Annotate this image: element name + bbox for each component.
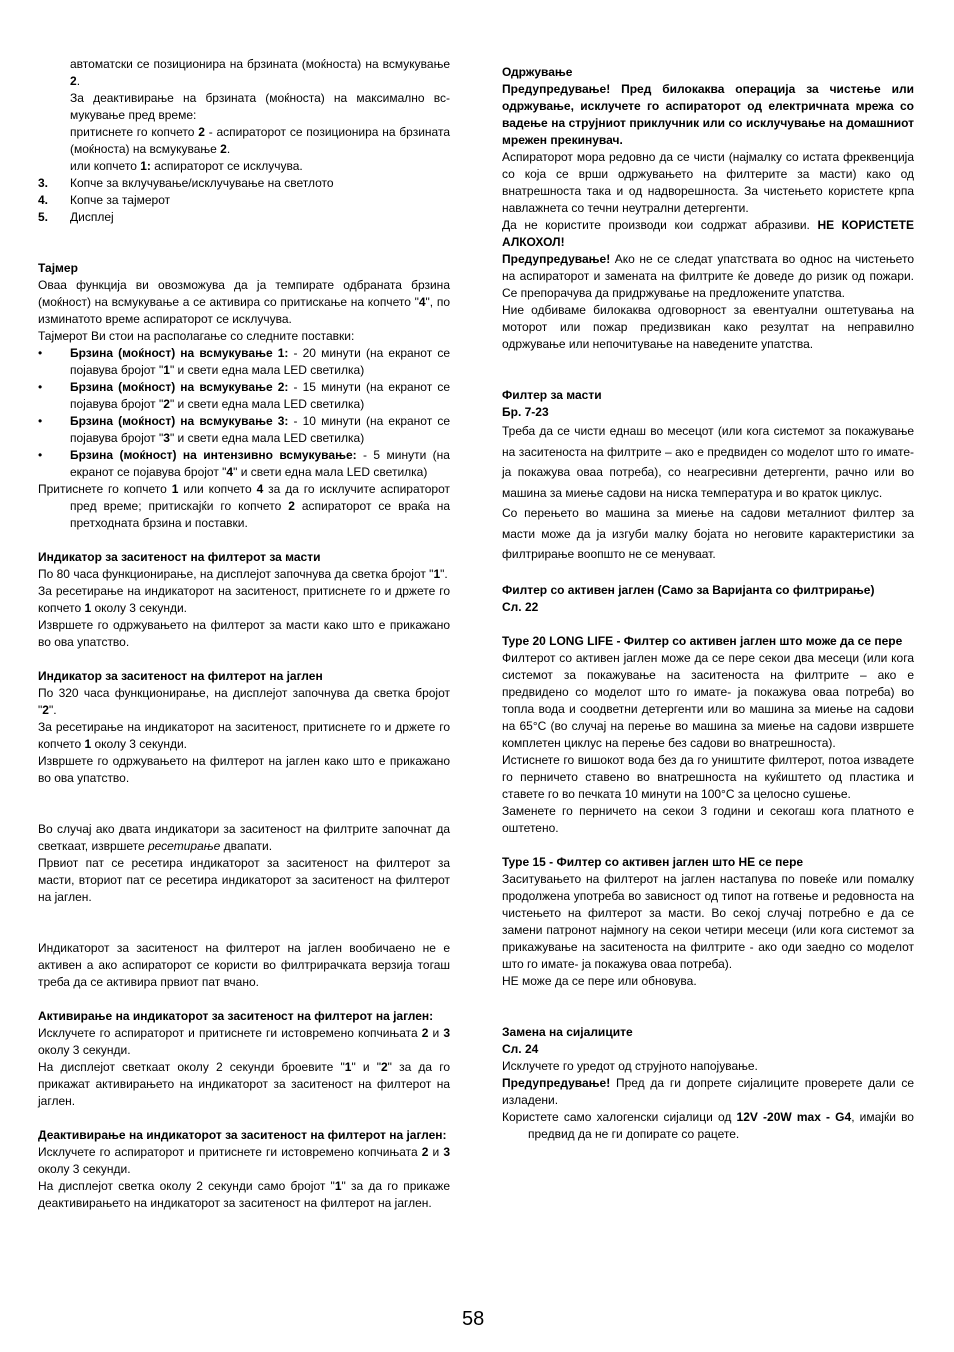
timer-p2: Тајмерот Ви стои на располагање со следните поставки: (38, 329, 355, 343)
grease-indicator-heading: Индикатор за заситеност на филтерот за масти (38, 550, 321, 564)
right-column (502, 56, 914, 1143)
grease-filter-p2: Со перењето во машина за миење на садови металниот филтер за масти може да ја изгуби малку бојата но неговите карактеристики за филтрирање воопшто не се менуваат. (502, 506, 914, 561)
both-indicators-p2: Првиот пат се ресетира индикаторот за заситеност на филтерот за масти, вториот пат се ресетира индикаторот за заситеност на филтерот на јаглен. (38, 856, 450, 904)
page-number: 58 (462, 1308, 485, 1330)
numbered-item: 4. Копче за тајмерот (38, 193, 171, 207)
both-indicators-p1: Во случај ако двата индикатори за заситеност на филтрите започнат да светкаат, извршете ресетирање двапати. (38, 822, 450, 853)
type20-heading: Type 20 LONG LIFE - Филтер со активен јаглен што може да се пере (502, 633, 903, 648)
activate-heading: Активирање на индикаторот за заситеност на филтерот на јаглен: (38, 1009, 434, 1023)
maintenance-p3: Предупредување! Ако не се следат упатствата во однос на чистењето на аспираторот и замената на филтрите ќе доведе до ризик од пожари. Се препорачува да придржување на предложените упатства. (502, 252, 914, 300)
type15-heading: Type 15 - Филтер со активен јаглен што НЕ се пере (502, 854, 804, 869)
type15-p2: НЕ може да се пере или обновува. (502, 973, 697, 988)
bulbs-fig: Сл. 24 (502, 1041, 539, 1056)
bulbs-heading: Замена на сијалиците (502, 1024, 633, 1039)
left-column (38, 56, 450, 1212)
activate-p1: Исклучете го аспираторот и притиснете ги истовремено копчињата 2 и 3 околу 3 секунди. (38, 1026, 451, 1057)
deactivate-p1: Исклучете го аспираторот и притиснете ги истовремено копчињата 2 и 3 околу 3 секунди. (38, 1145, 451, 1176)
bulbs-p2: Предупредување! Пред да ги допрете сијалиците проверете дали се изладени. (502, 1075, 914, 1107)
activate-p2: На дисплејот светкаат околу 2 секунди броевите "1" и "2" за да го прикажат активирањето на индикаторот за заситеност на филтерот на јаглен. (38, 1060, 451, 1108)
type20-p2: Истиснете го вишокот вода без да го уништите филтерот, потоа извадете го перничето ставено во внатрешноста на куќиштето од пластика и ставете го во печката 10 минути на 100°C за целосно сушење. (502, 752, 914, 801)
type20-p3: Заменете го перничето на секои 3 години и секогаш кога платното е оштетено. (502, 803, 914, 835)
type15-p1: Заситувањето на филтерот на јаглен настапува по повеќе или помалку продолжена употреба во зависност од типот на готвење и редовноста на чистењето на филтерот за масти. Во секој случај потребно е да се замени патронот најмногу на секои четири месеци (или кога системот за прикажување на заситеноста на филтрите - ако оди заедно со моделот што го имате- ја покажува оваа потреба). (502, 871, 914, 971)
charcoal-indicator-p3: Извршете го одржувањето на филтерот на јаглен како што е прикажано во ова упатство. (38, 754, 450, 785)
timer-bullet: • Брзина (моќност) на интензивно всмукување: - 5 минути (на екранот се појавува бројот "4" и свети една мала LED светилка) (38, 448, 450, 479)
timer-p1: Оваа функција ви овозможува да ја темпирате одбраната брзина (моќност) на всмукување а се активира со притискање на копчето "4", по изминатото време аспираторот се исклучува. (38, 278, 450, 326)
intro-block (38, 56, 450, 175)
grease-filter-p1: Треба да се чисти еднаш во месецот (или кога системот за покажување на заситеноста на филтрите – ако е предвиден со моделот што го имате- ја покажува оваа потреба), со неагресивни детергенти, рачно или во машина за миење садови на ниска температура и во краток циклус. (502, 424, 914, 500)
charcoal-indicator-heading: Индикатор за заситеност на филтерот на јаглен (38, 669, 323, 683)
charcoal-indicator-p2: За ресетирање на индикаторот на заситеност, притиснете го и држете го копчето 1 околу 3 секунди. (38, 720, 450, 751)
grease-indicator-p3: Извршете го одржувањето на филтерот за масти како што е прикажано во ова упатство. (38, 618, 450, 649)
timer-bullet: • Брзина (моќност) на всмукување 3: - 10 минути (на екранот се појавува бројот "3" и свети една мала LED светилка) (38, 414, 450, 445)
inactive-note: Индикаторот за заситеност на филтерот на јаглен вообичаено не е активен а ако аспираторот се користи во филтрирачката верзија тогаш треба да се активира првиот пат вчано. (38, 941, 450, 989)
numbered-item: 3. Копче за вклучување/исклучување на светлото (38, 176, 334, 190)
deactivate-p2: На дисплејот светка околу 2 секунди само бројот "1" за да го прикаже деактивирањето на индикаторот за заситеност на филтерот на јаглен. (38, 1179, 450, 1210)
maintenance-warning: Предупредување! Пред билокаква операција за чистење или одржување, исклучете го аспираторот од електричната мрежа со вадење на струјниот приклучник или со исклучување на домашниот мрежен прекинувач. (502, 82, 914, 147)
deactivate-heading: Деактивирање на индикаторот за заситеност на филтерот на јаглен: (38, 1128, 447, 1142)
numbered-item: 5. Дисплеј (38, 210, 114, 224)
timer-bullet: • Брзина (моќност) на всмукување 1: - 20 минути (на екранот се појавува бројот "1" и свети една мала LED светилка) (38, 346, 450, 377)
timer-heading: Тајмер (38, 261, 78, 275)
charcoal-indicator-p1: По 320 часа функционирање, на дисплејот започнува да светка бројот "2". (38, 686, 450, 717)
intro-p2: За деактивирање на брзината (моќноста) на максимално всмукување пред време: (70, 91, 450, 122)
maintenance-heading: Одржување (502, 65, 573, 79)
maintenance-p4: Ние одбиваме билокаква одговорност за евентуални оштетувања на моторот или пожар предизвикан како резултат на неправилно одржување или непочитување на наведените упатства. (502, 303, 914, 351)
type20-p1: Филтерот со активен јаглен може да се пере секои два месеци (или кога системот за покажување на заситеноста на филтрите – ако е предвидено со моделот што го имате- ја покажува оваа потреба) во топла вода и соодветни детергенти или во машина за миење на садови на 65°C (во случај на перење во машина за миење на садови извршете комплетен циклус на перење без садови во внатрешноста). (502, 650, 914, 750)
intro-p1: автоматски се позиционира на брзината (моќноста) на всмукување 2. (70, 57, 450, 88)
bulbs-p1: Исклучете го уредот од струјното напојување. (502, 1058, 758, 1073)
timer-p3: Притиснете го копчето 1 или копчето 4 за да го исклучите аспираторот пред време; притискајќи го копчето 2 аспираторот се враќа на претходната брзина и поставки. (38, 482, 451, 530)
carbon-filter-fig: Сл. 22 (502, 599, 539, 614)
grease-filter-heading: Филтер за масти (502, 388, 602, 402)
intro-p3: притиснете го копчето 2 - аспираторот се позиционира на брзината (моќноста) на всмукување 2. (70, 125, 450, 156)
bulbs-p3: Користете само халогенски сијалици од 12V -20W max - G4, имајќи во предвид да не ги допирате со рацете. (502, 1109, 914, 1141)
grease-indicator-p1: По 80 часа функционирање, на дисплејот започнува да светка бројот "1". (38, 567, 448, 581)
maintenance-p2: Да не користите производи кои содржат абразиви. НЕ КОРИСТЕТЕ АЛКОХОЛ! (502, 218, 914, 249)
intro-p4: или копчето 1: аспираторот се исклучува. (70, 159, 303, 173)
maintenance-p1: Аспираторот мора редовно да се чисти (најмалку со истата фреквенција со која се врши одржувањето на филтерите за масти) како од внатрешноста така и од надворешноста. За чистењето користете крпа навлажнета со течни неутрални детергенти. (502, 150, 914, 215)
timer-bullet: • Брзина (моќност) на всмукување 2: - 15 минути (на екранот се појавува бројот "2" и свети една мала LED светилка) (38, 380, 450, 411)
grease-filter-fig: Бр. 7-23 (502, 405, 549, 419)
grease-indicator-p2: За ресетирање на индикаторот на заситеност, притиснете го и држете го копчето 1 околу 3 секунди. (38, 584, 450, 615)
carbon-filter-heading: Филтер со активен јаглен (Само за Варијанта со филтрирање) (502, 582, 875, 597)
